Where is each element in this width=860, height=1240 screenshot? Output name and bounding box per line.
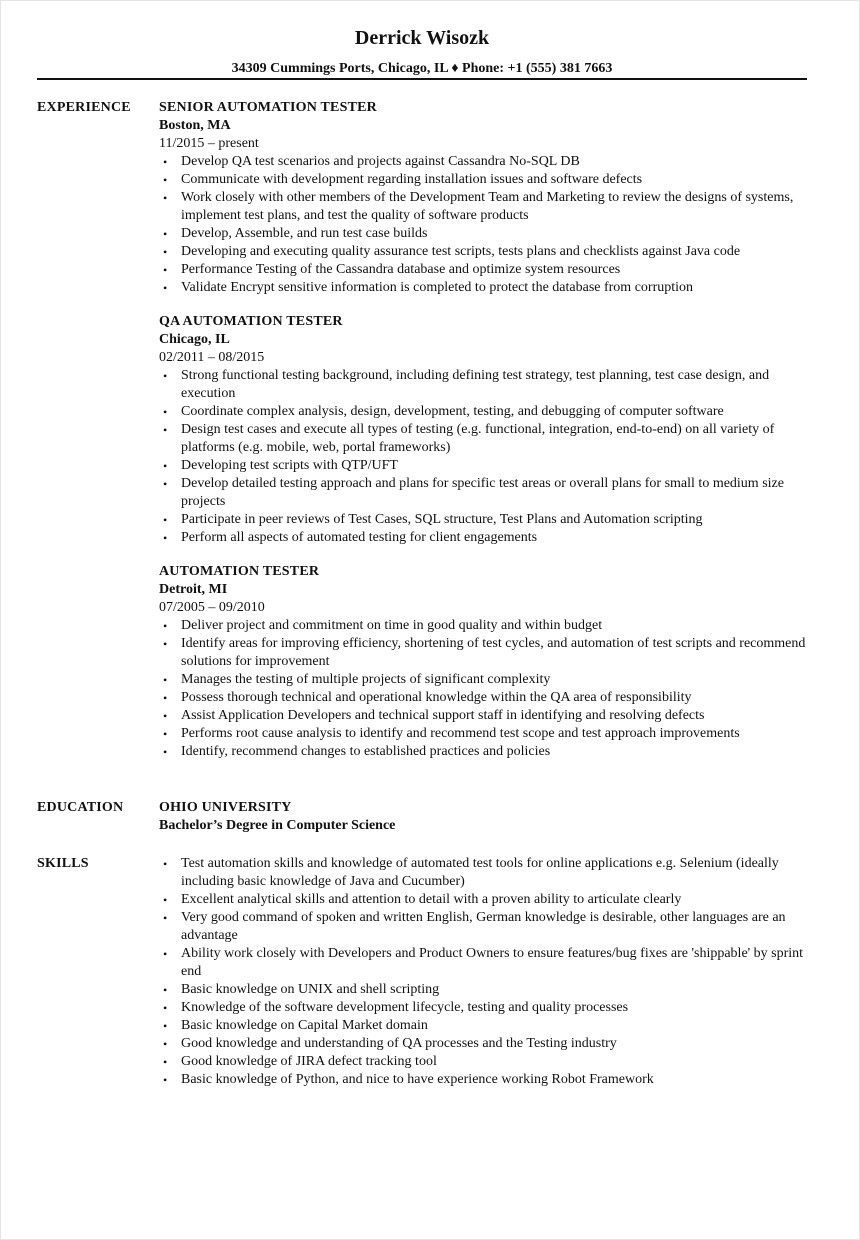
job-entry (159, 99, 809, 297)
bullet-icon: • (163, 911, 168, 925)
list-item-text: Perform all aspects of automated testing for client engagements (181, 530, 538, 545)
list-item (159, 671, 809, 689)
list-item-text: Basic knowledge of Python, and nice to have experience working Robot Framework (181, 1072, 654, 1087)
list-item-text: Possess thorough technical and operational knowledge within the QA area of responsibility (181, 690, 692, 705)
list-item (159, 635, 809, 671)
list-item-text: Coordinate complex analysis, design, development, testing, and debugging of computer software (181, 404, 724, 419)
list-item (159, 707, 809, 725)
bullet-icon: • (163, 405, 168, 419)
list-item (159, 403, 809, 421)
job-title: AUTOMATION TESTER (159, 564, 320, 579)
list-item (159, 279, 809, 297)
header-divider (37, 78, 807, 80)
list-item (159, 855, 809, 891)
list-item-text: Validate Encrypt sensitive information is completed to protect the database from corruption (181, 280, 694, 295)
list-item (159, 725, 809, 743)
job-location: Boston, MA (159, 118, 231, 133)
list-item-text: Good knowledge and understanding of QA processes and the Testing industry (181, 1036, 617, 1051)
list-item-text: Develop QA test scenarios and projects against Cassandra No-SQL DB (181, 154, 580, 169)
list-item-text: Deliver project and commitment on time in good quality and within budget (181, 618, 603, 633)
list-item-text: Performance Testing of the Cassandra database and optimize system resources (181, 262, 621, 277)
bullet-icon: • (163, 155, 168, 169)
bullet-icon: • (163, 423, 168, 437)
list-item (159, 689, 809, 707)
list-item-text: Basic knowledge on Capital Market domain (181, 1018, 428, 1033)
list-item (159, 421, 809, 457)
degree: Bachelor’s Degree in Computer Science (159, 818, 396, 833)
bullet-icon: • (163, 745, 168, 759)
list-item-text: Work closely with other members of the Development Team and Marketing to review the designs of systems, implement test plans, and test the quality of software products (181, 190, 794, 223)
bullet-icon: • (163, 281, 168, 295)
experience-body (159, 99, 809, 777)
list-item-text: Knowledge of the software development lifecycle, testing and quality processes (181, 1000, 629, 1015)
list-item (159, 243, 809, 261)
bullet-icon: • (163, 637, 168, 651)
bullet-icon: • (163, 983, 168, 997)
skills-body (159, 855, 809, 1089)
job-title: QA AUTOMATION TESTER (159, 314, 343, 329)
list-item (159, 891, 809, 909)
list-item (159, 529, 809, 547)
list-item-text: Developing test scripts with QTP/UFT (181, 458, 398, 473)
list-item-text: Ability work closely with Developers and Product Owners to ensure features/bug fixes are 'shippable' by sprint end (181, 946, 804, 979)
education-label: EDUCATION (37, 800, 124, 815)
bullet-icon: • (163, 1001, 168, 1015)
list-item (159, 457, 809, 475)
list-item (159, 1071, 809, 1089)
resume-header (37, 25, 807, 78)
skills-label: SKILLS (37, 856, 89, 871)
list-item-text: Developing and executing quality assurance test scripts, tests plans and checklists against Java code (181, 244, 741, 259)
experience-label: EXPERIENCE (37, 100, 131, 115)
bullet-icon: • (163, 691, 168, 705)
bullet-icon: • (163, 1055, 168, 1069)
list-item (159, 171, 809, 189)
list-item (159, 909, 809, 945)
list-item (159, 153, 809, 171)
list-item (159, 1017, 809, 1035)
list-item-text: Strong functional testing background, including defining test strategy, test planning, test case design, and execution (181, 368, 770, 401)
bullet-icon: • (163, 227, 168, 241)
list-item-text: Participate in peer reviews of Test Cases, SQL structure, Test Plans and Automation scripting (181, 512, 703, 527)
list-item (159, 225, 809, 243)
candidate-name: Derrick Wisozk (354, 27, 490, 49)
list-item-text: Identify, recommend changes to established practices and policies (181, 744, 551, 759)
school-name: OHIO UNIVERSITY (159, 800, 292, 815)
job-bullets (159, 367, 809, 547)
job-location: Chicago, IL (159, 332, 230, 347)
list-item (159, 1035, 809, 1053)
list-item (159, 981, 809, 999)
bullet-icon: • (163, 857, 168, 871)
bullet-icon: • (163, 459, 168, 473)
bullet-icon: • (163, 673, 168, 687)
list-item (159, 617, 809, 635)
list-item-text: Basic knowledge on UNIX and shell scripting (181, 982, 440, 997)
list-item (159, 261, 809, 279)
bullet-icon: • (163, 477, 168, 491)
list-item (159, 1053, 809, 1071)
list-item-text: Identify areas for improving efficiency, shortening of test cycles, and automation of test scripts and recommend solutions for improvement (181, 636, 806, 669)
list-item (159, 189, 809, 225)
job-location: Detroit, MI (159, 582, 228, 597)
bullet-icon: • (163, 947, 168, 961)
bullet-icon: • (163, 263, 168, 277)
bullet-icon: • (163, 1037, 168, 1051)
bullet-icon: • (163, 893, 168, 907)
job-bullets (159, 153, 809, 297)
list-item-text: Good knowledge of JIRA defect tracking tool (181, 1054, 437, 1069)
job-dates: 07/2005 – 09/2010 (159, 600, 265, 615)
list-item-text: Develop, Assemble, and run test case builds (181, 226, 428, 241)
list-item-text: Communicate with development regarding installation issues and software defects (181, 172, 643, 187)
bullet-icon: • (163, 369, 168, 383)
list-item (159, 475, 809, 511)
list-item-text: Design test cases and execute all types of testing (e.g. functional, integration, end-to-end) on all variety of platforms (e.g. mobile, web, portal frameworks) (181, 422, 775, 455)
list-item (159, 511, 809, 529)
bullet-icon: • (163, 173, 168, 187)
bullet-icon: • (163, 727, 168, 741)
bullet-icon: • (163, 709, 168, 723)
education-body (159, 799, 809, 835)
bullet-icon: • (163, 531, 168, 545)
bullet-icon: • (163, 513, 168, 527)
job-entry (159, 313, 809, 547)
job-dates: 11/2015 – present (159, 136, 259, 151)
contact-line: 34309 Cummings Ports, Chicago, IL ♦ Phone: +1 (555) 381 7663 (231, 61, 613, 76)
list-item (159, 743, 809, 761)
bullet-icon: • (163, 191, 168, 205)
list-item-text: Excellent analytical skills and attention to detail with a proven ability to articulate clearly (181, 892, 682, 907)
list-item-text: Performs root cause analysis to identify and recommend test scope and test approach improvements (181, 726, 740, 741)
list-item-text: Very good command of spoken and written English, German knowledge is desirable, other languages are an advantage (181, 910, 786, 943)
list-item-text: Manages the testing of multiple projects of significant complexity (181, 672, 551, 687)
job-dates: 02/2011 – 08/2015 (159, 350, 265, 365)
list-item (159, 367, 809, 403)
job-bullets (159, 617, 809, 761)
list-item (159, 999, 809, 1017)
list-item (159, 945, 809, 981)
skills-list (159, 855, 809, 1089)
list-item-text: Assist Application Developers and technical support staff in identifying and resolving defects (181, 708, 705, 723)
list-item-text: Test automation skills and knowledge of automated test tools for online applications e.g. Selenium (ideally including basic knowledge of Java and Cucumber) (181, 856, 779, 889)
bullet-icon: • (163, 1073, 168, 1087)
job-title: SENIOR AUTOMATION TESTER (159, 100, 377, 115)
list-item-text: Develop detailed testing approach and plans for specific test areas or overall plans for small to medium size projects (181, 476, 784, 509)
bullet-icon: • (163, 1019, 168, 1033)
job-entry (159, 563, 809, 761)
bullet-icon: • (163, 619, 168, 633)
bullet-icon: • (163, 245, 168, 259)
